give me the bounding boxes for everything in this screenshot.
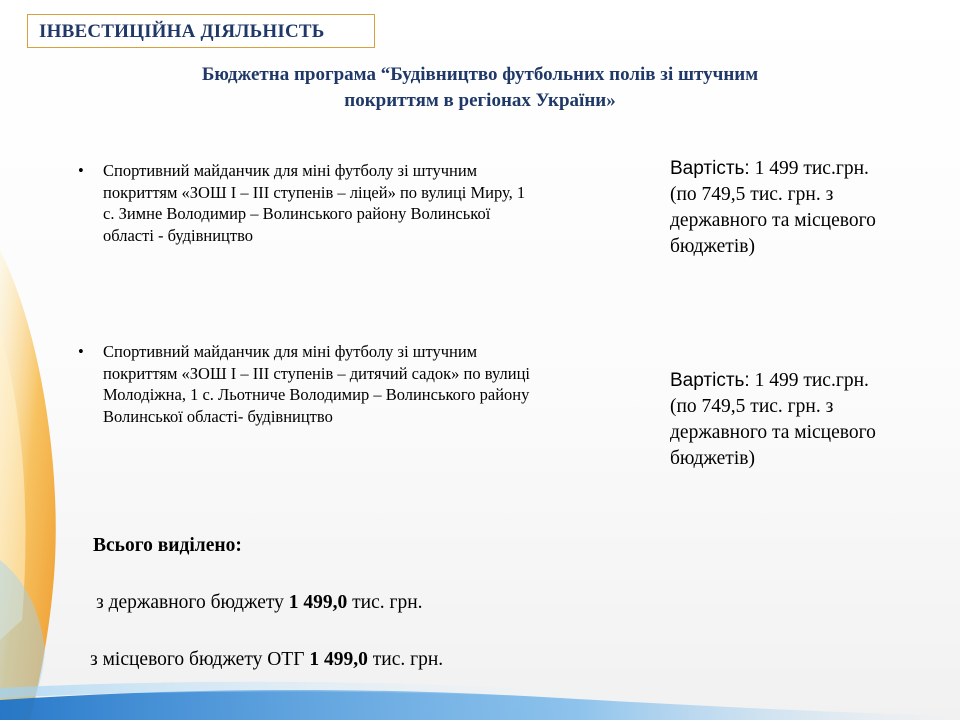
state-prefix: з державного бюджету: [96, 592, 289, 613]
cost-line: [670, 368, 950, 394]
bullet-icon: •: [78, 342, 84, 361]
cost-line: державного та місцевого: [670, 210, 876, 231]
cost-block: [670, 156, 950, 260]
cost-line: державного та місцевого: [670, 422, 876, 443]
cost-line: бюджетів): [670, 236, 755, 257]
state-suffix: тис. грн.: [347, 592, 423, 613]
local-amount: 1 499,0: [309, 649, 368, 670]
list-item-text: [103, 160, 668, 246]
list-item-line: с. Зимне Володимир – Волинського району Волинської: [103, 204, 491, 223]
page-title-line2: покриттям в регіонах України»: [344, 90, 616, 111]
page-title: [80, 62, 880, 114]
cost-line: (по 749,5 тис. грн. з: [670, 184, 834, 205]
list-item-line: покриттям «ЗОШ І – ІІІ ступенів – дитячий садок» по вулиці: [103, 363, 530, 383]
list-item-line: області - будівництво: [103, 225, 254, 245]
list-item: [78, 341, 668, 427]
cost-line: [670, 156, 950, 182]
list-item-line: Спортивний майданчик для міні футболу зі штучним: [103, 342, 478, 361]
cost-line: (по 749,5 тис. грн. з: [670, 396, 834, 417]
summary-local-budget: [90, 649, 443, 671]
summary-state-budget: [96, 592, 423, 614]
bullet-icon: •: [78, 161, 84, 180]
cost-line: бюджетів): [670, 448, 755, 469]
list-item-line: Спортивний майданчик для міні футболу зі штучним: [103, 161, 478, 180]
summary-total-label: Всього виділено:: [93, 535, 242, 556]
cost-value: 1 499 тис.грн.: [749, 158, 869, 179]
local-suffix: тис. грн.: [367, 649, 444, 670]
local-prefix: з місцевого бюджету ОТГ: [90, 649, 310, 670]
list-item-line: Молодіжна, 1 с. Льотниче Володимир – Волинського району: [103, 385, 530, 404]
list-item: [78, 160, 668, 246]
list-item-line: покриттям «ЗОШ І – ІІІ ступенів – ліцей» по вулиці Миру, 1: [103, 182, 526, 202]
section-tag-label: ІНВЕСТИЦІЙНА ДІЯЛЬНІСТЬ: [39, 21, 325, 42]
cost-block: [670, 368, 950, 472]
page-title-line1: Бюджетна програма “Будівництво футбольних полів зі штучним: [201, 64, 759, 85]
cost-value: 1 499 тис.грн.: [749, 370, 869, 391]
cost-label: Вартість:: [670, 158, 750, 179]
state-amount: 1 499,0: [288, 592, 348, 613]
list-item-line: Волинської області- будівництво: [103, 406, 333, 426]
list-item-text: [103, 341, 668, 427]
section-tag: [27, 14, 375, 48]
cost-label: Вартість:: [670, 370, 750, 391]
